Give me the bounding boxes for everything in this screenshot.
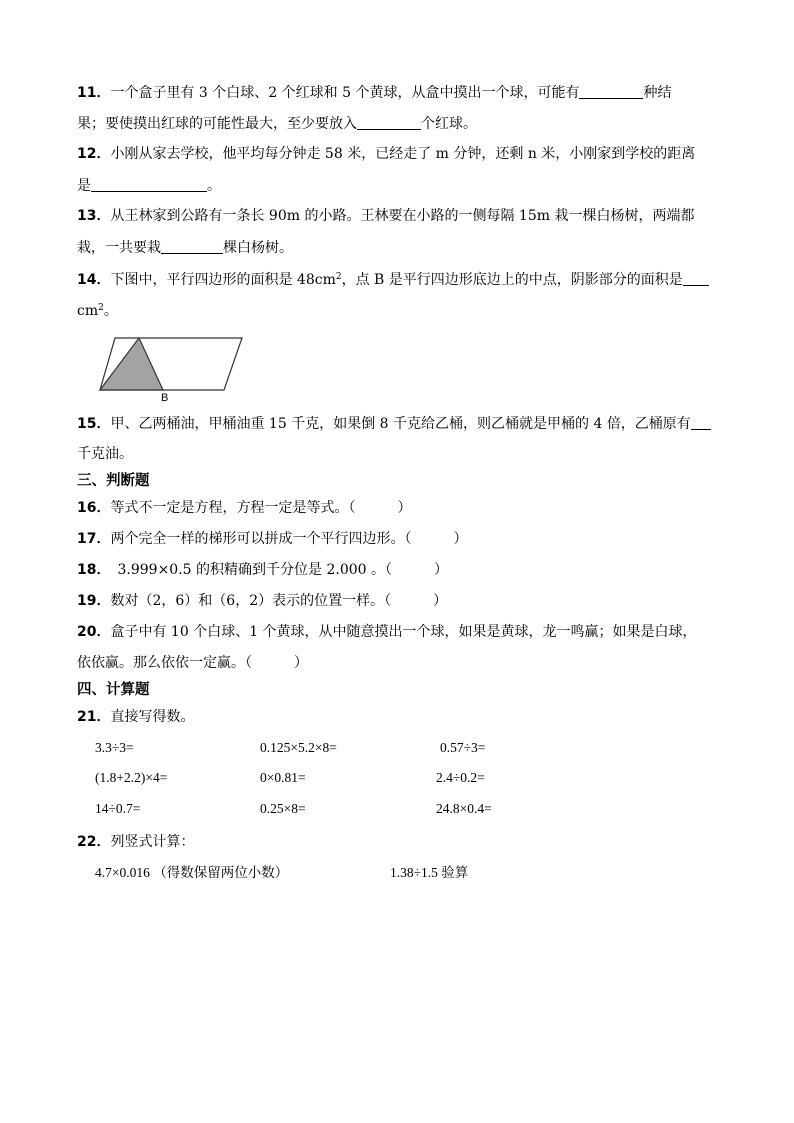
point-b-label: B bbox=[161, 392, 169, 403]
q14-line2 bbox=[77, 304, 118, 318]
q21-item-6: 2.4÷0.2= bbox=[436, 770, 485, 785]
q12-text-1: 小刚从家去学校，他平均每分钟走 58 米，已经走了 m 分钟，还剩 n 米，小刚家到学校的距离 bbox=[110, 146, 696, 162]
section-true-false-heading: 三、判断题 bbox=[77, 473, 150, 489]
q11-line1 bbox=[77, 85, 671, 100]
q16-line bbox=[77, 501, 411, 515]
q22-item-1: 4.7×0.016 （得数保留两位小数） bbox=[95, 865, 289, 880]
q21-title: 直接写得数。 bbox=[110, 709, 195, 725]
q13-number: 13． bbox=[77, 208, 111, 224]
q17-line bbox=[77, 532, 467, 546]
q22-item-2: 1.38÷1.5 验算 bbox=[390, 865, 469, 880]
q21-title-line bbox=[77, 710, 194, 724]
q20-text-1: 盒子中有 10 个白球、1 个黄球，从中随意摸出一个球，如果是黄球，龙一鸣赢；如果是白球， bbox=[110, 624, 697, 640]
q13-blank[interactable] bbox=[161, 240, 223, 254]
q14-sup-2: 2 bbox=[98, 303, 104, 313]
q20-number: 20． bbox=[77, 624, 111, 640]
q17-text[interactable]: 两个完全一样的梯形可以拼成一个平行四边形。（ ） bbox=[110, 531, 468, 547]
shaded-triangle bbox=[100, 338, 163, 390]
q22-title: 列竖式计算： bbox=[110, 834, 195, 850]
q13-text-2a: 栽，一共要栽 bbox=[77, 240, 161, 256]
q19-line bbox=[77, 594, 447, 608]
q13-line1 bbox=[77, 209, 694, 223]
q12-text-2b: 。 bbox=[207, 178, 221, 194]
q21-item-3: 0.57÷3= bbox=[440, 740, 486, 755]
q18-text[interactable]: 3.999×0.5 的积精确到千分位是 2.000 。（ ） bbox=[103, 562, 448, 578]
q17-number: 17． bbox=[77, 531, 111, 547]
q20-line2 bbox=[77, 656, 308, 670]
q13-text-1: 从王林家到公路有一条长 90m 的小路。王林要在小路的一侧每隔 15m 栽一棵白杨树，两端都 bbox=[110, 208, 695, 224]
q11-blank-1[interactable] bbox=[579, 85, 643, 99]
q11-number: 11． bbox=[77, 85, 111, 101]
q15-text-2: 千克油。 bbox=[77, 446, 133, 462]
q11-blank-2[interactable] bbox=[357, 116, 421, 130]
q14-text-1b: ，点 B 是平行四边形底边上的中点，阴影部分的面积是 bbox=[341, 272, 683, 288]
q21-item-8: 0.25×8= bbox=[260, 801, 306, 816]
q12-blank[interactable] bbox=[91, 178, 207, 192]
section-calculation-heading: 四、计算题 bbox=[77, 682, 150, 698]
q18-number: 18． bbox=[77, 562, 104, 578]
q14-text-2a: cm bbox=[77, 303, 99, 319]
q21-item-1: 3.3÷3= bbox=[95, 740, 134, 755]
q20-text-2[interactable]: 依依赢。那么依依一定赢。（ ） bbox=[77, 655, 308, 671]
q11-text-2a: 果；要使摸出红球的可能性最大，至少要放入 bbox=[77, 116, 357, 132]
q19-number: 19． bbox=[77, 593, 111, 609]
q22-number: 22． bbox=[77, 834, 111, 850]
q14-sup-1: 2 bbox=[335, 272, 342, 282]
q14-text-2b: 。 bbox=[103, 303, 118, 319]
q13-text-2b: 棵白杨树。 bbox=[223, 240, 293, 256]
q14-text-1a: 下图中，平行四边形的面积是 48cm bbox=[110, 272, 336, 288]
q14-number: 14． bbox=[77, 272, 111, 288]
q21-item-2: 0.125×5.2×8= bbox=[260, 740, 337, 755]
q13-line2 bbox=[77, 240, 293, 255]
q14-parallelogram-figure bbox=[97, 333, 247, 403]
q19-text[interactable]: 数对（2，6）和（6，2）表示的位置一样。（ ） bbox=[110, 593, 448, 609]
q11-text-1a: 一个盒子里有 3 个白球、2 个红球和 5 个黄球，从盒中摸出一个球，可能有 bbox=[110, 85, 580, 101]
q15-line2 bbox=[77, 447, 133, 461]
q11-text-2b: 个红球。 bbox=[421, 116, 477, 132]
q12-line2 bbox=[77, 178, 221, 193]
q22-title-line bbox=[77, 835, 194, 849]
q15-text-1: 甲、乙两桶油，甲桶油重 15 千克，如果倒 8 千克给乙桶，则乙桶就是甲桶的 4 倍，乙桶原有 bbox=[110, 416, 691, 432]
q12-line1 bbox=[77, 147, 695, 161]
q18-line bbox=[77, 563, 448, 577]
q21-number: 21． bbox=[77, 709, 111, 725]
q12-number: 12． bbox=[77, 146, 111, 162]
q11-line2 bbox=[77, 116, 477, 131]
q16-text[interactable]: 等式不一定是方程，方程一定是等式。（ ） bbox=[110, 500, 412, 516]
q21-item-5: 0×0.81= bbox=[260, 770, 306, 785]
q12-text-2a: 是 bbox=[77, 178, 91, 194]
q21-item-7: 14÷0.7= bbox=[95, 801, 141, 816]
q21-item-9: 24.8×0.4= bbox=[436, 801, 492, 816]
q14-line1 bbox=[77, 272, 709, 287]
q15-blank[interactable] bbox=[691, 416, 711, 430]
q15-line1 bbox=[77, 416, 711, 431]
q15-number: 15． bbox=[77, 416, 111, 432]
q14-blank[interactable] bbox=[683, 272, 709, 286]
q21-item-4: (1.8+2.2)×4= bbox=[95, 770, 168, 785]
q20-line1 bbox=[77, 625, 697, 639]
q16-number: 16． bbox=[77, 500, 111, 516]
q11-text-1b: 种结 bbox=[643, 85, 672, 101]
